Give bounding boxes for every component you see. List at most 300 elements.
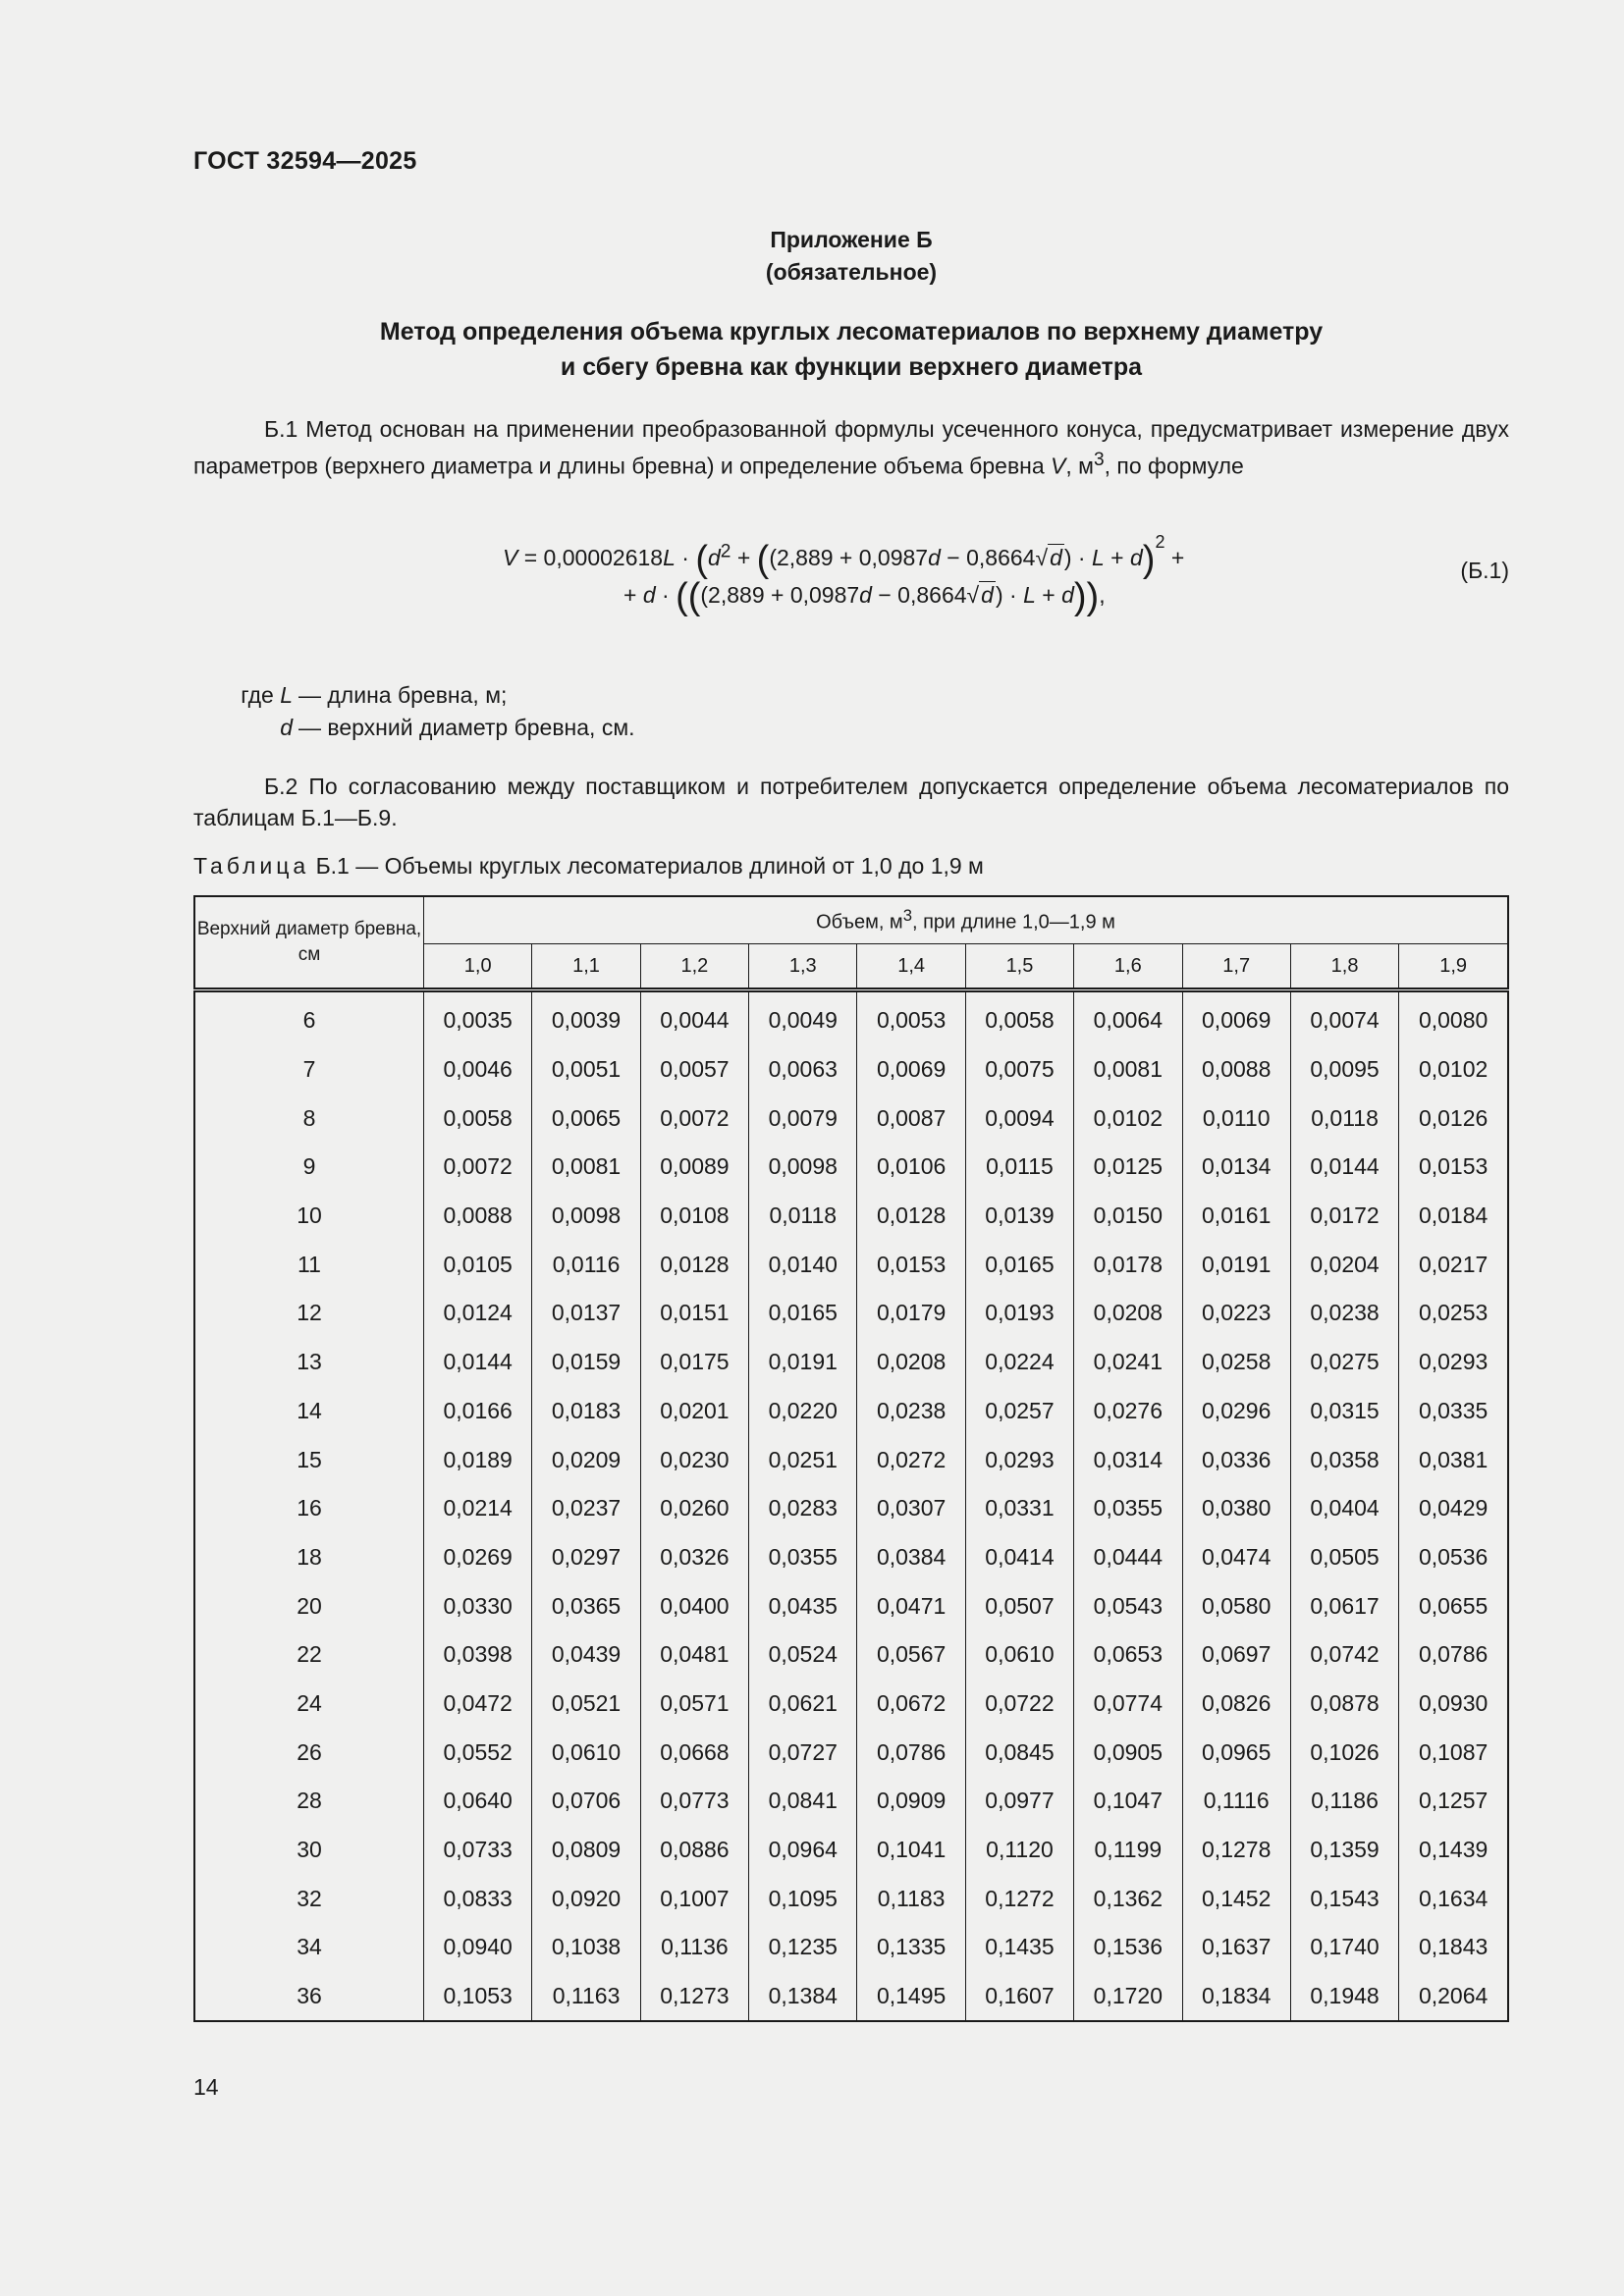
volume-cell: 0,0089: [640, 1143, 748, 1192]
length-header: 1,9: [1399, 944, 1508, 990]
volume-cell: 0,0610: [965, 1630, 1073, 1680]
volume-cell: 0,1359: [1290, 1826, 1398, 1875]
where-var: L: [280, 682, 293, 708]
volume-variable: V: [1051, 453, 1066, 479]
volume-cell: 0,0293: [1399, 1338, 1508, 1387]
where-symbol: [193, 712, 298, 744]
volume-cell: 0,0237: [532, 1484, 640, 1533]
volume-cell: 0,0809: [532, 1826, 640, 1875]
volume-cell: 0,0069: [857, 1045, 965, 1095]
paren-open: ((: [676, 576, 701, 617]
table-row: [194, 990, 1508, 1045]
volume-cell: 0,0044: [640, 990, 748, 1045]
volume-cell: 0,0079: [749, 1094, 857, 1143]
volume-cell: 0,1740: [1290, 1923, 1398, 1972]
volume-cell: 0,0358: [1290, 1435, 1398, 1484]
volume-cell: 0,0845: [965, 1728, 1073, 1777]
f-l: L: [1091, 545, 1105, 570]
volume-cell: 0,0826: [1182, 1680, 1290, 1729]
volume-cell: 0,1116: [1182, 1777, 1290, 1826]
volume-cell: 0,0841: [749, 1777, 857, 1826]
volume-cell: 0,0081: [1074, 1045, 1182, 1095]
volume-cell: 0,0253: [1399, 1289, 1508, 1338]
volume-cell: 0,0116: [532, 1240, 640, 1289]
table-caption-text: Б.1 — Объемы круглых лесоматериалов длиной от 1,0 до 1,9 м: [309, 853, 984, 879]
volume-cell: 0,0128: [857, 1192, 965, 1241]
volume-cell: 0,1120: [965, 1826, 1073, 1875]
volume-cell: 0,0039: [532, 990, 640, 1045]
volume-cell: 0,0094: [965, 1094, 1073, 1143]
volume-cell: 0,0524: [749, 1630, 857, 1680]
volume-cell: 0,0315: [1290, 1387, 1398, 1436]
volume-cell: 0,0258: [1182, 1338, 1290, 1387]
volume-cell: 0,0786: [1399, 1630, 1508, 1680]
volume-cell: 0,0081: [532, 1143, 640, 1192]
volume-cell: 0,0095: [1290, 1045, 1398, 1095]
diameter-cell: 11: [194, 1240, 424, 1289]
f-plus: +: [731, 545, 757, 570]
volume-cell: 0,0293: [965, 1435, 1073, 1484]
volume-cell: 0,0355: [1074, 1484, 1182, 1533]
volume-cell: 0,1435: [965, 1923, 1073, 1972]
volume-cell: 0,0481: [640, 1630, 748, 1680]
volume-cell: 0,0940: [424, 1923, 532, 1972]
f-d: d: [1061, 582, 1074, 608]
volume-cell: 0,1026: [1290, 1728, 1398, 1777]
volume-cell: 0,0144: [1290, 1143, 1398, 1192]
table-row: [194, 1680, 1508, 1729]
volume-cell: 0,1607: [965, 1972, 1073, 2022]
volume-cell: 0,0706: [532, 1777, 640, 1826]
table-row: [194, 1777, 1508, 1826]
volume-cell: 0,0414: [965, 1533, 1073, 1582]
volume-cell: 0,0151: [640, 1289, 748, 1338]
volume-cell: 0,0543: [1074, 1581, 1182, 1630]
where-var: d: [280, 715, 293, 740]
diameter-cell: 18: [194, 1533, 424, 1582]
volume-cell: 0,0330: [424, 1581, 532, 1630]
volume-cell: 0,0742: [1290, 1630, 1398, 1680]
diameter-cell: 6: [194, 990, 424, 1045]
volume-cell: 0,1038: [532, 1923, 640, 1972]
diameter-cell: 10: [194, 1192, 424, 1241]
f-close: ) ·: [995, 582, 1024, 608]
volume-cell: 0,1384: [749, 1972, 857, 2022]
length-header: 1,1: [532, 944, 640, 990]
volume-cell: 0,0655: [1399, 1581, 1508, 1630]
volume-cell: 0,0208: [1074, 1289, 1182, 1338]
volume-cell: 0,0161: [1182, 1192, 1290, 1241]
volume-cell: 0,0672: [857, 1680, 965, 1729]
volume-cell: 0,0110: [1182, 1094, 1290, 1143]
f-minus: − 0,8664: [940, 545, 1036, 570]
table-row: [194, 1045, 1508, 1095]
diameter-cell: 28: [194, 1777, 424, 1826]
volume-cell: 0,0251: [749, 1435, 857, 1484]
volume-cell: 0,0297: [532, 1533, 640, 1582]
volume-cell: 0,0106: [857, 1143, 965, 1192]
volume-cell: 0,0727: [749, 1728, 857, 1777]
f-square-exp: 2: [1155, 532, 1165, 552]
f-l: L: [1023, 582, 1036, 608]
f-taper: (2,889 + 0,0987: [769, 545, 929, 570]
table-row: [194, 1972, 1508, 2022]
volume-cell: 0,0209: [532, 1435, 640, 1484]
volume-cell: 0,0536: [1399, 1533, 1508, 1582]
volume-cell: 0,0722: [965, 1680, 1073, 1729]
volume-cell: 0,0057: [640, 1045, 748, 1095]
volume-cell: 0,0165: [965, 1240, 1073, 1289]
volume-cell: 0,1439: [1399, 1826, 1508, 1875]
volume-cell: 0,0886: [640, 1826, 748, 1875]
volume-cell: 0,0191: [1182, 1240, 1290, 1289]
volume-cell: 0,0125: [1074, 1143, 1182, 1192]
where-desc: — длина бревна, м;: [298, 682, 508, 708]
volume-cell: 0,0238: [857, 1387, 965, 1436]
f-d: d: [1130, 545, 1143, 570]
where-prefix: где: [241, 682, 281, 708]
formula-line1: [503, 532, 1185, 580]
volume-cell: 0,0051: [532, 1045, 640, 1095]
appendix-heading: [193, 224, 1509, 289]
volume-cell: 0,0276: [1074, 1387, 1182, 1436]
volume-cell: 0,0314: [1074, 1435, 1182, 1484]
diameter-cell: 7: [194, 1045, 424, 1095]
volume-cell: 0,0224: [965, 1338, 1073, 1387]
volume-cell: 0,0610: [532, 1728, 640, 1777]
volume-cell: 0,0429: [1399, 1484, 1508, 1533]
volume-cell: 0,0571: [640, 1680, 748, 1729]
diameter-cell: 14: [194, 1387, 424, 1436]
volume-cell: 0,0474: [1182, 1533, 1290, 1582]
diameter-cell: 20: [194, 1581, 424, 1630]
diameter-cell: 9: [194, 1143, 424, 1192]
volume-cell: 0,0118: [749, 1192, 857, 1241]
f-close: ) ·: [1063, 545, 1092, 570]
table-row: [194, 1874, 1508, 1923]
table-row: [194, 1923, 1508, 1972]
paragraph-b1: [193, 413, 1509, 482]
volume-cell: 0,0326: [640, 1533, 748, 1582]
volume-cell: 0,0088: [424, 1192, 532, 1241]
f-d: d: [642, 582, 656, 608]
volume-cell: 0,0773: [640, 1777, 748, 1826]
volume-cell: 0,0336: [1182, 1435, 1290, 1484]
volume-cell: 0,0184: [1399, 1192, 1508, 1241]
volume-cell: 0,0217: [1399, 1240, 1508, 1289]
f-plus-end: +: [1164, 545, 1185, 570]
volume-cell: 0,0668: [640, 1728, 748, 1777]
volume-cell: 0,0087: [857, 1094, 965, 1143]
table-caption: [193, 853, 984, 880]
table-row: [194, 1435, 1508, 1484]
volume-cell: 0,0179: [857, 1289, 965, 1338]
length-header: 1,5: [965, 944, 1073, 990]
volume-cell: 0,0257: [965, 1387, 1073, 1436]
volume-cell: 0,0521: [532, 1680, 640, 1729]
volume-cell: 0,1087: [1399, 1728, 1508, 1777]
volume-cell: 0,0063: [749, 1045, 857, 1095]
volume-cell: 0,0400: [640, 1581, 748, 1630]
volume-cell: 0,0238: [1290, 1289, 1398, 1338]
formula-line2: [623, 576, 1106, 617]
volume-cell: 0,0046: [424, 1045, 532, 1095]
volume-cell: 0,1278: [1182, 1826, 1290, 1875]
volume-cell: 0,0435: [749, 1581, 857, 1630]
volume-cell: 0,0172: [1290, 1192, 1398, 1241]
diameter-cell: 34: [194, 1923, 424, 1972]
table-row: [194, 1387, 1508, 1436]
volume-cell: 0,1843: [1399, 1923, 1508, 1972]
diameter-cell: 32: [194, 1874, 424, 1923]
volume-cell: 0,0144: [424, 1338, 532, 1387]
volume-cell: 0,0139: [965, 1192, 1073, 1241]
where-item-d: [193, 712, 635, 744]
volume-cell: 0,0384: [857, 1533, 965, 1582]
volume-cell: 0,1007: [640, 1874, 748, 1923]
f-plus: +: [1035, 582, 1062, 608]
where-symbol: [193, 679, 298, 712]
volume-cell: 0,0307: [857, 1484, 965, 1533]
table-row: [194, 1484, 1508, 1533]
volume-cell: 0,1335: [857, 1923, 965, 1972]
volume-cell: 0,0241: [1074, 1338, 1182, 1387]
volume-cell: 0,0774: [1074, 1680, 1182, 1729]
volume-cell: 0,0208: [857, 1338, 965, 1387]
appendix-status: (обязательное): [765, 259, 938, 285]
volume-cell: 0,0105: [424, 1240, 532, 1289]
volume-cell: 0,0920: [532, 1874, 640, 1923]
volume-cell: 0,0260: [640, 1484, 748, 1533]
paren-close: ): [1142, 539, 1156, 580]
volume-cell: 0,0552: [424, 1728, 532, 1777]
f-coef: = 0,00002618: [517, 545, 664, 570]
volume-cell: 0,1053: [424, 1972, 532, 2022]
volume-cell: 0,1634: [1399, 1874, 1508, 1923]
group-header: [424, 896, 1509, 944]
diameter-cell: 12: [194, 1289, 424, 1338]
volume-cell: 0,0471: [857, 1581, 965, 1630]
volume-cell: 0,0733: [424, 1826, 532, 1875]
volume-cell: 0,0080: [1399, 990, 1508, 1045]
volume-cell: 0,0049: [749, 990, 857, 1045]
volume-cell: 0,1272: [965, 1874, 1073, 1923]
volume-cell: 0,1186: [1290, 1777, 1398, 1826]
volume-cell: 0,0220: [749, 1387, 857, 1436]
table-row: [194, 1143, 1508, 1192]
f-d: d: [981, 582, 994, 608]
f-d: d: [928, 545, 941, 570]
volume-cell: 0,0108: [640, 1192, 748, 1241]
volume-cell: 0,1199: [1074, 1826, 1182, 1875]
volume-cell: 0,0275: [1290, 1338, 1398, 1387]
group-header-text: Объем, м: [816, 911, 903, 934]
volume-cell: 0,0439: [532, 1630, 640, 1680]
volume-cell: 0,0124: [424, 1289, 532, 1338]
length-header: 1,0: [424, 944, 532, 990]
diameter-cell: 26: [194, 1728, 424, 1777]
f-d: d: [859, 582, 872, 608]
volume-cell: 0,0193: [965, 1289, 1073, 1338]
volume-cell: 0,0214: [424, 1484, 532, 1533]
sqrt-icon: √d: [966, 582, 994, 608]
volume-cell: 0,0786: [857, 1728, 965, 1777]
table-row: [194, 1581, 1508, 1630]
volume-cell: 0,0272: [857, 1435, 965, 1484]
table-caption-word: Таблица: [193, 853, 310, 879]
diameter-cell: 22: [194, 1630, 424, 1680]
section-title-line1: Метод определения объема круглых лесоматериалов по верхнему диаметру: [379, 318, 1324, 346]
volume-cell: 0,1257: [1399, 1777, 1508, 1826]
volume-cell: 0,0331: [965, 1484, 1073, 1533]
volume-cell: 0,0472: [424, 1680, 532, 1729]
volume-cell: 0,1047: [1074, 1777, 1182, 1826]
volume-cell: 0,0140: [749, 1240, 857, 1289]
volume-cell: 0,1452: [1182, 1874, 1290, 1923]
length-header: 1,6: [1074, 944, 1182, 990]
volume-cell: 0,0150: [1074, 1192, 1182, 1241]
volume-cell: 0,1536: [1074, 1923, 1182, 1972]
where-clause: [193, 679, 635, 744]
volume-cell: 0,0065: [532, 1094, 640, 1143]
volume-cell: 0,0653: [1074, 1630, 1182, 1680]
volume-cell: 0,0567: [857, 1630, 965, 1680]
volume-cell: 0,0153: [1399, 1143, 1508, 1192]
volume-cell: 0,0191: [749, 1338, 857, 1387]
volume-cell: 0,0204: [1290, 1240, 1398, 1289]
f-taper: (2,889 + 0,0987: [700, 582, 860, 608]
volume-cell: 0,0098: [532, 1192, 640, 1241]
length-header: 1,4: [857, 944, 965, 990]
table-row: [194, 1533, 1508, 1582]
volume-table: [193, 895, 1509, 2022]
f-dot: ·: [675, 545, 696, 570]
f-d: d: [1050, 545, 1062, 570]
volume-cell: 0,1834: [1182, 1972, 1290, 2022]
document-code: ГОСТ 32594—2025: [193, 147, 417, 175]
volume-cell: 0,1362: [1074, 1874, 1182, 1923]
volume-cell: 0,0640: [424, 1777, 532, 1826]
volume-cell: 0,0058: [965, 990, 1073, 1045]
volume-cell: 0,0398: [424, 1630, 532, 1680]
volume-cell: 0,0189: [424, 1435, 532, 1484]
table-row: [194, 1192, 1508, 1241]
volume-cell: 0,1183: [857, 1874, 965, 1923]
volume-cell: 0,0977: [965, 1777, 1073, 1826]
page-number: 14: [193, 2074, 219, 2100]
diameter-cell: 13: [194, 1338, 424, 1387]
volume-cell: 0,0964: [749, 1826, 857, 1875]
volume-cell: 0,0118: [1290, 1094, 1398, 1143]
volume-cell: 0,0072: [424, 1143, 532, 1192]
volume-cell: 0,0580: [1182, 1581, 1290, 1630]
volume-cell: 0,0223: [1182, 1289, 1290, 1338]
volume-cell: 0,1948: [1290, 1972, 1398, 2022]
f-d-exp: 2: [720, 541, 731, 562]
paragraph-b1-tail: , по формуле: [1104, 453, 1244, 479]
f-l: L: [663, 545, 676, 570]
volume-cell: 0,0444: [1074, 1533, 1182, 1582]
length-header: 1,7: [1182, 944, 1290, 990]
volume-cell: 0,0965: [1182, 1728, 1290, 1777]
table-row: [194, 1289, 1508, 1338]
table-row: [194, 1094, 1508, 1143]
volume-cell: 0,0159: [532, 1338, 640, 1387]
volume-cell: 0,0621: [749, 1680, 857, 1729]
volume-cell: 0,0072: [640, 1094, 748, 1143]
diameter-cell: 15: [194, 1435, 424, 1484]
volume-cell: 0,1637: [1182, 1923, 1290, 1972]
volume-cell: 0,0381: [1399, 1435, 1508, 1484]
volume-cell: 0,0166: [424, 1387, 532, 1436]
volume-cell: 0,0053: [857, 990, 965, 1045]
volume-cell: 0,0269: [424, 1533, 532, 1582]
volume-cell: 0,0134: [1182, 1143, 1290, 1192]
where-item-l: [193, 679, 635, 712]
paren-close: )): [1073, 576, 1100, 617]
volume-cell: 0,0507: [965, 1581, 1073, 1630]
diameter-cell: 30: [194, 1826, 424, 1875]
row-header: Верхний диаметр бревна, см: [194, 896, 424, 990]
appendix-title: Приложение Б: [770, 227, 933, 252]
diameter-cell: 24: [194, 1680, 424, 1729]
formula-b1: [193, 520, 1509, 628]
volume-cell: 0,0126: [1399, 1094, 1508, 1143]
diameter-cell: 16: [194, 1484, 424, 1533]
volume-cell: 0,1095: [749, 1874, 857, 1923]
volume-cell: 0,0183: [532, 1387, 640, 1436]
volume-cell: 0,1041: [857, 1826, 965, 1875]
table-row: [194, 1240, 1508, 1289]
volume-cell: 0,0074: [1290, 990, 1398, 1045]
formula-number: (Б.1): [1460, 558, 1509, 583]
volume-cell: 0,0058: [424, 1094, 532, 1143]
volume-cell: 0,0230: [640, 1435, 748, 1484]
f-minus: − 0,8664: [871, 582, 967, 608]
volume-cell: 0,0102: [1074, 1094, 1182, 1143]
f-d: d: [707, 545, 721, 570]
volume-cell: 0,1163: [532, 1972, 640, 2022]
volume-cell: 0,0930: [1399, 1680, 1508, 1729]
section-title: [193, 314, 1509, 385]
volume-cell: 0,0153: [857, 1240, 965, 1289]
f-dot: ·: [655, 582, 677, 608]
volume-cell: 0,0296: [1182, 1387, 1290, 1436]
paragraph-b1-text: Б.1 Метод основан на применении преобразованной формулы усеченного конуса, предусматривает измерение двух параметров (верхнего диаметра и длины бревна) и определение объема бревна: [193, 416, 1509, 479]
paragraph-b1-unit: , м: [1065, 453, 1094, 479]
where-desc: — верхний диаметр бревна, см.: [298, 715, 635, 740]
volume-cell: 0,0137: [532, 1289, 640, 1338]
volume-cell: 0,1543: [1290, 1874, 1398, 1923]
volume-cell: 0,0905: [1074, 1728, 1182, 1777]
volume-cell: 0,2064: [1399, 1972, 1508, 2022]
paren-open: (: [695, 539, 708, 580]
group-header-tail: , при длине 1,0—1,9 м: [911, 911, 1115, 934]
f-plus: +: [1104, 545, 1130, 570]
volume-cell: 0,0283: [749, 1484, 857, 1533]
volume-cell: 0,0335: [1399, 1387, 1508, 1436]
paren-open: (: [756, 539, 770, 580]
volume-cell: 0,0102: [1399, 1045, 1508, 1095]
volume-cell: 0,1495: [857, 1972, 965, 2022]
diameter-cell: 36: [194, 1972, 424, 2022]
f-plus: +: [623, 582, 643, 608]
sqrt-icon: √d: [1035, 545, 1062, 570]
volume-cell: 0,0088: [1182, 1045, 1290, 1095]
volume-cell: 0,0098: [749, 1143, 857, 1192]
volume-cell: 0,1720: [1074, 1972, 1182, 2022]
volume-cell: 0,0175: [640, 1338, 748, 1387]
